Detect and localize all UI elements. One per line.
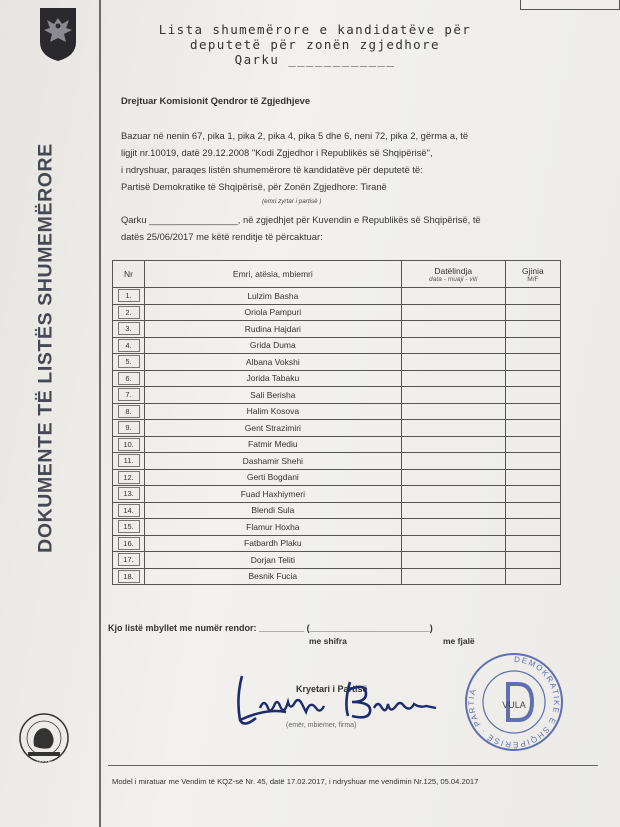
gender-cell: [505, 387, 560, 404]
table-row: [113, 288, 561, 305]
row-number: 3.: [118, 322, 140, 335]
gender-cell: [505, 535, 560, 552]
gender-cell: [505, 502, 560, 519]
footer-model-text: Model i miratuar me Vendim të KQZ-së Nr. 45, datë 17.02.2017, i ndryshuar me vendimin Nr.125, 05.04.2017: [112, 777, 479, 786]
table-header-row: [113, 261, 561, 288]
birthdate-cell: [401, 535, 505, 552]
gender-cell: [505, 288, 560, 305]
party-stamp-icon: [462, 650, 566, 754]
candidate-name: Blendi Sula: [145, 502, 402, 519]
row-number-cell: [113, 403, 145, 420]
top-corner-box: [520, 0, 620, 10]
table-row: [113, 568, 561, 585]
kqz-seal-icon: [18, 712, 70, 764]
table-row: [113, 486, 561, 503]
row-number-cell: [113, 337, 145, 354]
list-closed-line: Kjo listë mbyllet me numër rendor: _________ (________________________): [108, 623, 433, 633]
col-header-gender-sub: M/F: [527, 275, 539, 283]
candidate-name: Flamur Hoxha: [145, 519, 402, 536]
table-row: [113, 321, 561, 338]
table-row: [113, 387, 561, 404]
row-number-cell: [113, 354, 145, 371]
footer-divider: [108, 765, 598, 766]
table-row: [113, 469, 561, 486]
birthdate-cell: [401, 486, 505, 503]
candidate-name: Besnik Fucia: [145, 568, 402, 585]
paragraph-line-6: datës 25/06/2017 me këtë renditje të përcaktuar:: [121, 231, 323, 242]
words-label: me fjalë: [443, 636, 475, 646]
sidebar-divider: [99, 0, 101, 827]
candidate-name: Halim Kosova: [145, 403, 402, 420]
col-header-gender-label: Gjinia: [522, 265, 544, 276]
candidate-name: Fatmir Mediu: [145, 436, 402, 453]
paragraph-line-1: Bazuar në nenin 67, pika 1, pika 2, pika 4, pika 5 dhe 6, neni 72, pika 2, gërma a, të: [121, 130, 469, 141]
gender-cell: [505, 420, 560, 437]
row-number: 5.: [118, 355, 140, 368]
row-number: 2.: [118, 306, 140, 319]
header-line-3: Qarku ____________: [234, 52, 396, 67]
row-number-cell: [113, 387, 145, 404]
row-number-cell: [113, 535, 145, 552]
gender-cell: [505, 321, 560, 338]
birthdate-cell: [401, 420, 505, 437]
birthdate-cell: [401, 304, 505, 321]
row-number: 12.: [118, 471, 140, 484]
gender-cell: [505, 354, 560, 371]
table-row: [113, 436, 561, 453]
candidate-name: Fuad Haxhiymeri: [145, 486, 402, 503]
col-header-nr: Nr: [113, 261, 145, 288]
row-number-cell: [113, 469, 145, 486]
row-number: 18.: [118, 570, 140, 583]
candidate-name: Gerti Bogdani: [145, 469, 402, 486]
birthdate-cell: [401, 321, 505, 338]
stamp-ring-text: DEMOKRATIKE E SHQIPËRISË · PARTIA: [466, 654, 562, 750]
digits-label: me shifra: [309, 636, 347, 646]
row-number: 10.: [118, 438, 140, 451]
row-number-cell: [113, 321, 145, 338]
candidate-name: Jorida Tabaku: [145, 370, 402, 387]
birthdate-cell: [401, 403, 505, 420]
candidate-name: Albana Vokshi: [145, 354, 402, 371]
birthdate-cell: [401, 552, 505, 569]
col-header-date-label: Datëlindja: [434, 265, 473, 276]
row-number: 14.: [118, 504, 140, 517]
candidates-table: [112, 260, 561, 585]
birthdate-cell: [401, 370, 505, 387]
vertical-document-title: DOKUMENTE TË LISTËS SHUMEMËRORE: [34, 143, 57, 553]
col-header-date: [401, 261, 505, 288]
table-row: [113, 502, 561, 519]
row-number: 9.: [118, 421, 140, 434]
birthdate-cell: [401, 469, 505, 486]
row-number: 15.: [118, 520, 140, 533]
gender-cell: [505, 436, 560, 453]
candidate-name: Oriola Pampuri: [145, 304, 402, 321]
gender-cell: [505, 304, 560, 321]
row-number-cell: [113, 486, 145, 503]
secretary-label: Kryetari i Partisë: [296, 684, 368, 694]
candidate-name: Dashamir Shehi: [145, 453, 402, 470]
row-number: 6.: [118, 372, 140, 385]
row-number: 4.: [118, 339, 140, 352]
paragraph-line-5: Qarku _________________, në zgjedhjet për Kuvendin e Republikës së Shqipërisë, të: [121, 214, 481, 225]
gender-cell: [505, 519, 560, 536]
birthdate-cell: [401, 519, 505, 536]
birthdate-cell: [401, 453, 505, 470]
row-number: 1.: [118, 289, 140, 302]
table-row: [113, 304, 561, 321]
table-row: [113, 420, 561, 437]
row-number-cell: [113, 502, 145, 519]
albanian-eagle-emblem-icon: [36, 6, 80, 62]
row-number-cell: [113, 453, 145, 470]
row-number: 8.: [118, 405, 140, 418]
row-number: 7.: [118, 388, 140, 401]
stamp-label: VULA: [502, 700, 526, 710]
candidate-name: Gent Strazimiri: [145, 420, 402, 437]
table-row: [113, 403, 561, 420]
gender-cell: [505, 453, 560, 470]
table-row: [113, 370, 561, 387]
row-number-cell: [113, 288, 145, 305]
birthdate-cell: [401, 436, 505, 453]
candidate-name: Dorjan Teliti: [145, 552, 402, 569]
row-number-cell: [113, 519, 145, 536]
birthdate-cell: [401, 387, 505, 404]
col-header-gender: [505, 261, 560, 288]
paragraph-line-2: ligjit nr.10019, datë 29.12.2008 "Kodi Zgjedhor i Republikës së Shqipërisë",: [121, 147, 433, 158]
birthdate-cell: [401, 568, 505, 585]
row-number-cell: [113, 568, 145, 585]
table-row: [113, 552, 561, 569]
gender-cell: [505, 370, 560, 387]
signature-caption: (emër, mbiemer, firma): [286, 722, 357, 729]
row-number-cell: [113, 370, 145, 387]
header-line-1: Lista shumemërore e kandidatëve për: [158, 22, 472, 37]
gender-cell: [505, 469, 560, 486]
addressee: Drejtuar Komisionit Qendror të Zgjedhjeve: [121, 95, 311, 106]
gender-cell: [505, 568, 560, 585]
row-number-cell: [113, 552, 145, 569]
candidate-name: Grida Duma: [145, 337, 402, 354]
birthdate-cell: [401, 288, 505, 305]
seal-text: TIRANË: [35, 758, 53, 763]
paragraph-line-4: Partisë Demokratike të Shqipërisë, për Zonën Zgjedhore: Tiranë: [121, 181, 387, 192]
row-number: 11.: [118, 454, 140, 467]
header-line-2: deputetë për zonën zgjedhore: [190, 37, 440, 52]
row-number-cell: [113, 304, 145, 321]
table-body: [113, 288, 561, 585]
row-number: 17.: [118, 553, 140, 566]
birthdate-cell: [401, 354, 505, 371]
candidate-name: Rudina Hajdari: [145, 321, 402, 338]
candidate-name: Lulzim Basha: [145, 288, 402, 305]
candidate-name: Fatbardh Plaku: [145, 535, 402, 552]
gender-cell: [505, 552, 560, 569]
table-row: [113, 535, 561, 552]
birthdate-cell: [401, 337, 505, 354]
table-row: [113, 453, 561, 470]
row-number-cell: [113, 436, 145, 453]
birthdate-cell: [401, 502, 505, 519]
party-name-note: (emri zyrtar i partisë ): [262, 198, 322, 205]
gender-cell: [505, 337, 560, 354]
candidate-name: Sali Berisha: [145, 387, 402, 404]
col-header-name: Emri, atësia, mbiemri: [145, 261, 402, 288]
row-number: 16.: [118, 537, 140, 550]
handwritten-signature: [226, 668, 446, 730]
gender-cell: [505, 486, 560, 503]
table-row: [113, 354, 561, 371]
gender-cell: [505, 403, 560, 420]
row-number: 13.: [118, 487, 140, 500]
table-row: [113, 337, 561, 354]
table-row: [113, 519, 561, 536]
col-header-date-sub: data - muaji - viti: [429, 275, 478, 283]
row-number-cell: [113, 420, 145, 437]
paragraph-line-3: i ndryshuar, paraqes listën shumemërore të kandidatëve për deputetë të:: [121, 164, 423, 175]
sidebar: [0, 0, 92, 827]
